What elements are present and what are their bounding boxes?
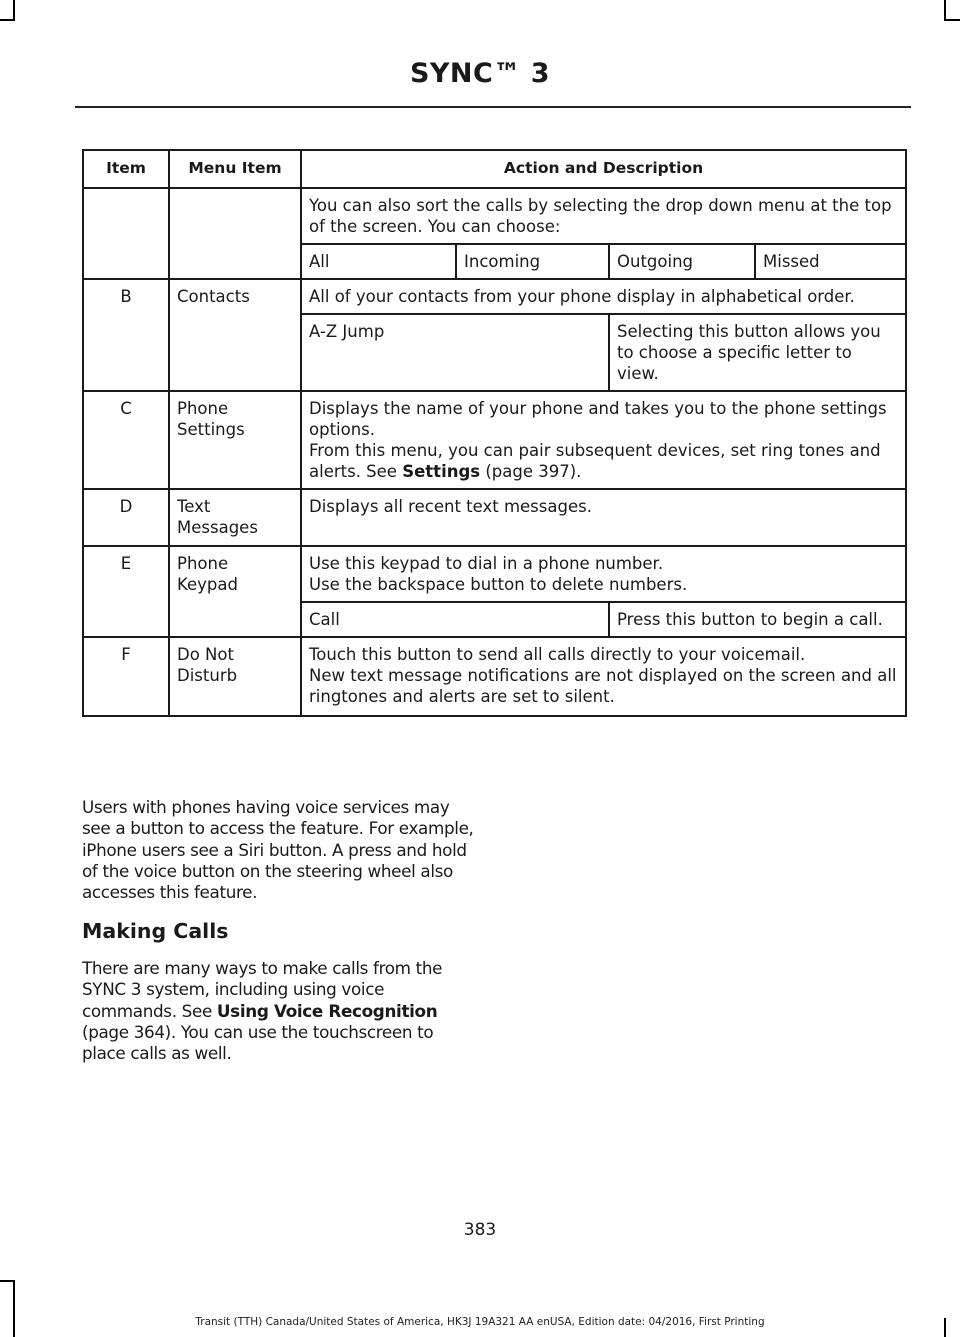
voice-recognition-reference: Using Voice Recognition [216,1000,438,1021]
item-cell: D [83,489,169,546]
settings-reference: Settings [402,462,481,481]
sort-option-outgoing: Outgoing [609,244,755,279]
sub-description-cell [609,314,906,391]
table-header-row [83,150,906,188]
crop-mark-bottom-left-h [0,1280,15,1282]
item-cell: F [83,637,169,716]
table-row [83,279,906,314]
crop-mark-top-left-h [0,19,15,21]
crop-mark-top-right-v [944,0,946,20]
item-cell [83,188,169,279]
section-heading: Making Calls [82,919,229,943]
paragraph-text: (page 364). You can use the touchscreen to place calls as well. [82,1021,434,1064]
menu-item-cell: Phone Settings [169,391,301,489]
page-reference: (page 397). [480,462,582,481]
menu-item-cell: Phone Keypad [169,546,301,637]
description-cell [301,391,906,489]
item-cell: E [83,546,169,637]
sub-description-cell: Press this button to begin a call. [609,602,906,637]
description-cell [301,546,906,602]
description-line [309,440,898,482]
menu-item-cell: Contacts [169,279,301,391]
menu-item-cell [169,188,301,279]
page-title: SYNC™ 3 [409,58,551,89]
sort-option-missed: Missed [755,244,906,279]
sub-label-cell: Call [301,602,609,637]
table-row [83,391,906,489]
crop-mark-top-right-h [944,19,960,21]
table-row [83,637,906,716]
crop-mark-bottom-left-v [13,1280,15,1337]
description-cell: All of your contacts from your phone display in alphabetical order. [301,279,906,314]
sort-option-incoming: Incoming [456,244,609,279]
header-menu-item: Menu Item [169,150,301,188]
description-line: Touch this button to send all calls directly to your voicemail. [309,645,806,664]
description-line: Use the backspace button to delete numbers. [309,575,688,594]
menu-item-cell: Text Messages [169,489,301,546]
voice-services-paragraph: Users with phones having voice services may see a button to access the feature. For example, iPhone users see a Siri button. A press and hold of the voice button on the steering wheel also accesses this feature. [82,797,474,903]
menu-item-cell: Do Not Disturb [169,637,301,716]
paragraph-text: There are many ways to make calls from the SYNC 3 system, including using voice commands. See [82,958,443,1021]
item-cell: B [83,279,169,391]
table-row [83,489,906,546]
item-cell: C [83,391,169,489]
description-text: From this menu, you can pair subsequent devices, set ring tones and alerts. See [309,441,881,481]
header-item: Item [83,150,169,188]
page-number: 383 [463,1220,497,1240]
description-cell [301,637,906,716]
menu-table [82,149,907,717]
header-divider [75,106,911,108]
sub-description-text: Selecting this button allows you to choose a specific letter to view. [617,322,881,383]
sort-option-all: All [301,244,456,279]
crop-mark-top-left-v [13,0,15,20]
header-action-description: Action and Description [301,150,906,188]
description-line: Displays the name of your phone and takes you to the phone settings options. [309,399,887,439]
description-cell: You can also sort the calls by selecting the drop down menu at the top of the screen. You can choose: [301,188,906,244]
table-row [83,188,906,244]
sub-label-cell: A-Z Jump [301,314,609,391]
description-line: Use this keypad to dial in a phone number. [309,554,664,573]
making-calls-paragraph [82,958,477,1064]
description-line: New text message notifications are not displayed on the screen and all ringtones and alerts are set to silent. [309,666,897,706]
footer-edition-info: Transit (TTH) Canada/United States of America, HK3J 19A321 AA enUSA, Edition date: 04/2016, First Printing [195,1316,765,1328]
description-cell: Displays all recent text messages. [301,489,906,546]
table-row [83,546,906,602]
